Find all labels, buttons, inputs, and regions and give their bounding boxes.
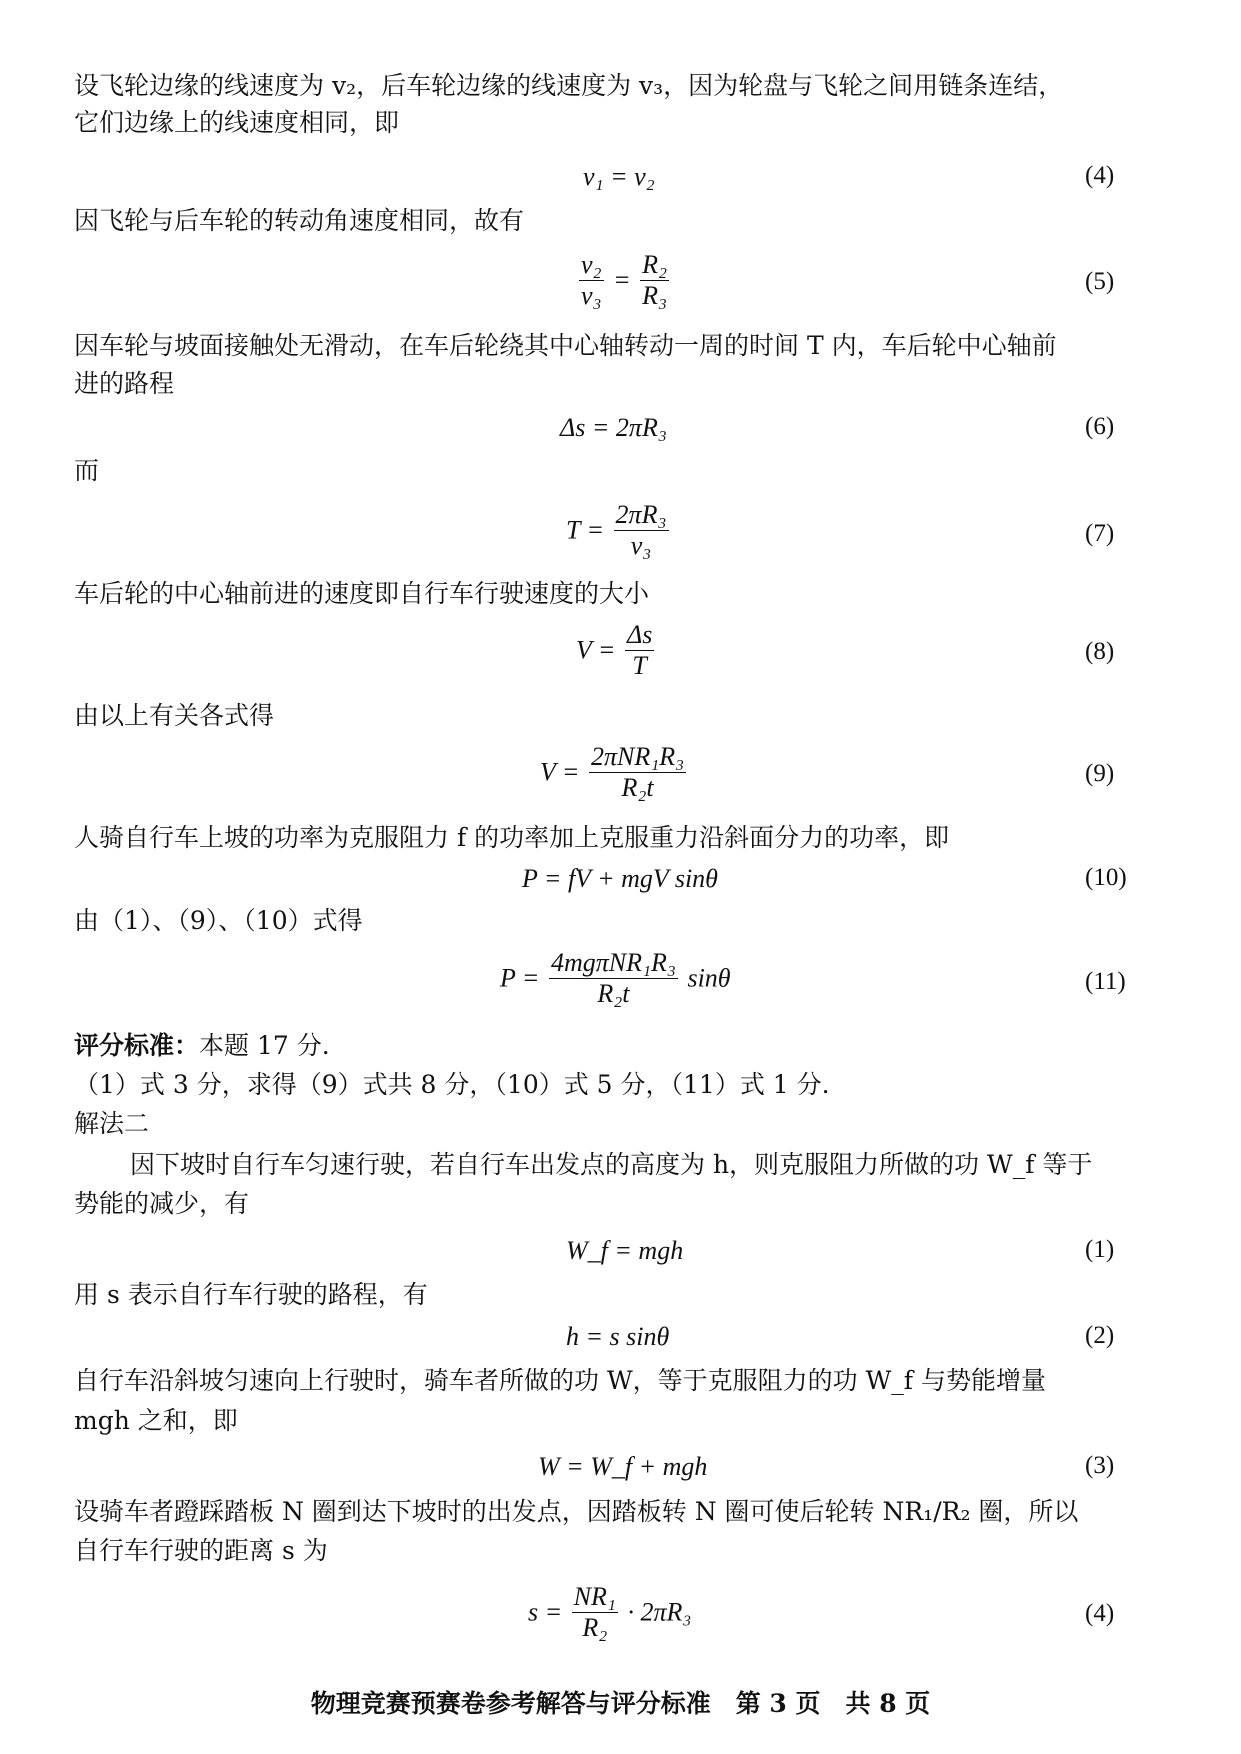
equation-number: (4) [1085, 162, 1115, 189]
text-line: 由以上有关各式得 [74, 701, 275, 730]
fraction-denominator: R₂t [597, 979, 630, 1008]
equation-number: (2) [1085, 1322, 1115, 1349]
text-line: 自行车行驶的距离 s 为 [74, 1536, 328, 1565]
fraction-denominator: v₃ [630, 531, 652, 560]
fraction-denominator: R₃ [642, 281, 668, 310]
fraction-numerator: Δs [626, 620, 653, 649]
equation-number: (5) [1085, 268, 1115, 295]
fraction-numerator: 2πNR₁R₃ [590, 742, 685, 771]
page-footer: 物理竞赛预赛卷参考解答与评分标准 第 3 页 共 8 页 [310, 1689, 931, 1718]
equation-number: (3) [1085, 1452, 1115, 1479]
equation-9 [540, 742, 689, 803]
fraction-numerator: v₂ [581, 250, 602, 279]
text-line: 因飞轮与后车轮的转动角速度相同，故有 [74, 206, 525, 235]
text-line: 用 s 表示自行车行驶的路程，有 [74, 1280, 428, 1309]
equation-m4 [528, 1582, 691, 1643]
equation-number: (10) [1085, 864, 1127, 891]
text-line: 设骑车者蹬踩踏板 N 圈到达下坡时的出发点，因踏板转 N 圈可使后轮转 NR₁/R₂ 圈，所以 [74, 1497, 1079, 1526]
fraction-numerator: R₂ [642, 250, 668, 279]
equation-8 [576, 620, 657, 681]
equation-7 [566, 500, 672, 561]
text-line: 进的路程 [74, 369, 175, 398]
grading-line [74, 1030, 330, 1062]
text-line: 设飞轮边缘的线速度为 v₂，后车轮边缘的线速度为 v₃，因为轮盘与飞轮之间用链条连结， [74, 71, 1064, 100]
text-line: 它们边缘上的线速度相同，即 [74, 108, 400, 137]
equation-11 [500, 948, 731, 1009]
equation-m3: W = W_f + mgh [538, 1452, 708, 1481]
equation-m1: W_f = mgh [566, 1236, 684, 1265]
equals-sign: = [613, 265, 631, 295]
fraction-denominator: R₂ [582, 1613, 608, 1642]
grading-detail: （1）式 3 分，求得（9）式共 8 分，（10）式 5 分，（11）式 1 分. [74, 1070, 830, 1099]
equation-m2: h = s sinθ [566, 1322, 670, 1351]
fraction-numerator: 2πR₃ [615, 500, 667, 529]
equation-number: (7) [1085, 520, 1115, 547]
equation-4: v₁ = v₂ [583, 162, 655, 191]
equation-number: (8) [1085, 638, 1115, 665]
text-line: 车后轮的中心轴前进的速度即自行车行驶速度的大小 [74, 579, 650, 608]
equation-rhs: sinθ [687, 963, 731, 993]
grading-label: 评分标准： [74, 1031, 200, 1060]
text-line: 因下坡时自行车匀速行驶，若自行车出发点的高度为 h，则克服阻力所做的功 W_f 等于 [130, 1150, 1093, 1179]
equation-lhs: V = [540, 757, 580, 787]
text-line: mgh 之和，即 [74, 1406, 238, 1435]
grading-text: 本题 17 分. [199, 1031, 330, 1060]
equation-lhs: P = [500, 963, 540, 993]
equation-number: (9) [1085, 760, 1115, 787]
equation-6: Δs = 2πR₃ [560, 413, 667, 442]
equation-10: P = fV + mgV sinθ [522, 864, 718, 893]
text-line: 势能的减少，有 [74, 1189, 250, 1218]
text-line: 由（1）、（9）、（10）式得 [74, 906, 363, 935]
fraction-numerator: NR₁ [573, 1582, 616, 1611]
text-line: 人骑自行车上坡的功率为克服阻力 f 的功率加上克服重力沿斜面分力的功率，即 [74, 823, 950, 852]
text-line: 而 [74, 456, 100, 485]
equation-lhs: T = [566, 515, 605, 545]
section-heading: 解法二 [74, 1109, 150, 1138]
equation-5 [576, 250, 672, 311]
text-line: 因车轮与坡面接触处无滑动，在车后轮绕其中心轴转动一周的时间 T 内，车后轮中心轴前 [74, 331, 1057, 360]
equation-lhs: V = [576, 635, 616, 665]
text-line: 自行车沿斜坡匀速向上行驶时，骑车者所做的功 W，等于克服阻力的功 W_f 与势能增量 [74, 1366, 1046, 1395]
fraction-denominator: v₃ [581, 281, 602, 310]
equation-number: (6) [1085, 413, 1115, 440]
fraction-denominator: R₂t [621, 773, 654, 802]
fraction-denominator: T [632, 651, 647, 680]
fraction-numerator: 4mgπNR₁R₃ [550, 948, 676, 977]
equation-number: (1) [1085, 1236, 1115, 1263]
equation-lhs: s = [528, 1597, 563, 1627]
equation-rhs: · 2πR₃ [627, 1597, 692, 1627]
equation-number: (4) [1085, 1600, 1115, 1627]
equation-number: (11) [1085, 968, 1126, 995]
